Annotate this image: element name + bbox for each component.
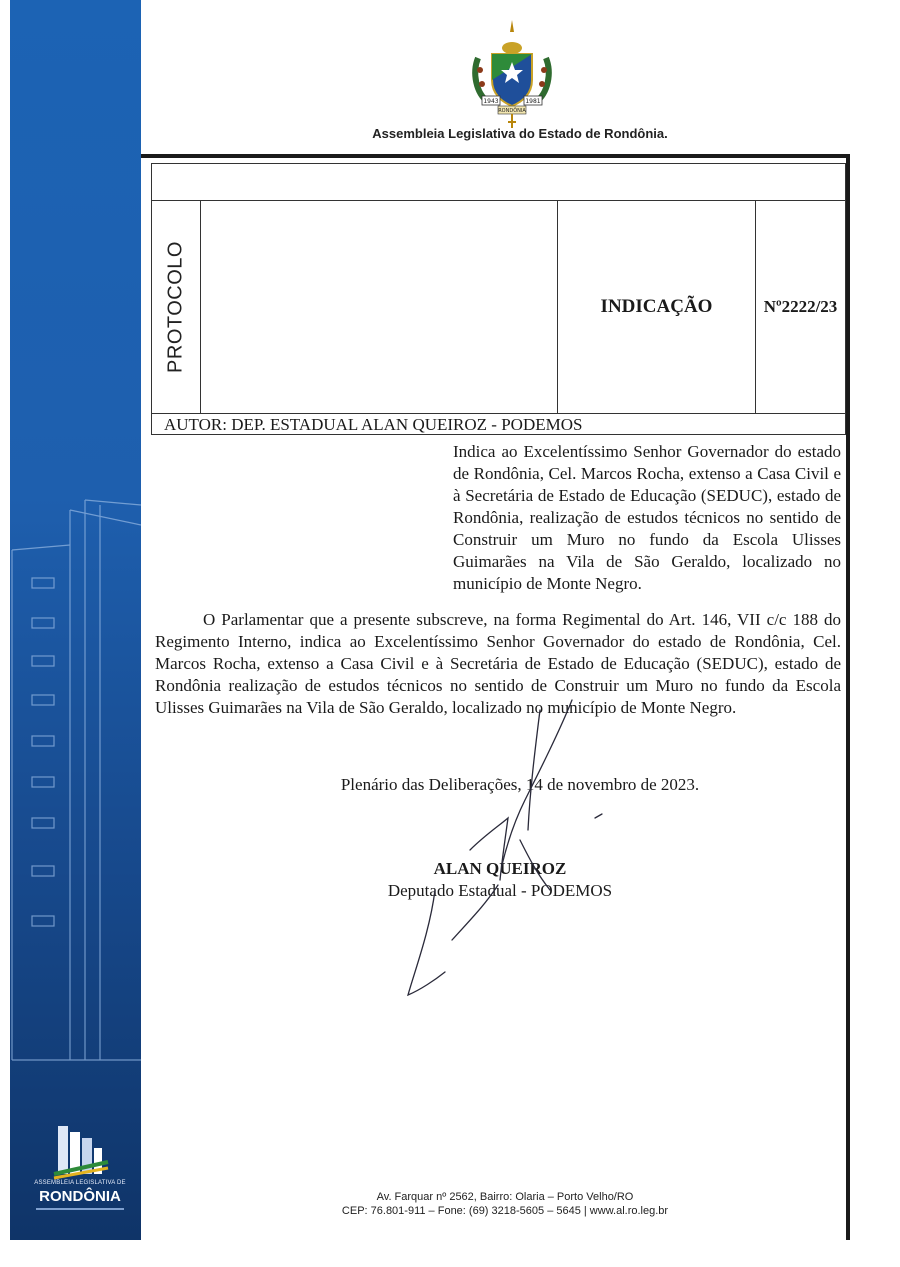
rondonia-coat-of-arms-icon	[468, 18, 556, 130]
coat-year-left: 1943	[483, 98, 499, 105]
address-line-2: CEP: 76.801-911 – Fone: (69) 3218-5605 – 5645 | www.al.ro.leg.br	[341, 1205, 669, 1217]
footer-logo	[28, 1122, 132, 1217]
footer-address	[300, 1190, 710, 1218]
document-number-cell	[756, 201, 845, 413]
left-decorative-band	[10, 0, 141, 1240]
protocol-form	[151, 163, 846, 435]
assembly-building-icon	[28, 1122, 132, 1180]
document-number: Nº2222/23	[763, 297, 838, 316]
right-rule	[846, 155, 850, 1240]
footer-logo-title: RONDÔNIA	[39, 1188, 121, 1205]
protocol-cell	[152, 201, 201, 413]
protocol-label: PROTOCOLO	[164, 241, 187, 373]
footer-logo-underline	[36, 1208, 124, 1210]
building-illustration	[10, 0, 141, 1240]
top-rule	[141, 154, 850, 158]
document-type-cell	[558, 201, 756, 413]
body-paragraph: O Parlamentar que a presente subscreve, na forma Regimental do Art. 146, VII c/c 188 do Regimento Interno, indica ao Excelentíssimo Senhor Governador do estado de Rondônia, Cel. Marcos Rocha, extenso a Casa Civil e à Secretária de Estado de Educação (SEDUC), estado de Rondônia realização de estudos técnicos no sentido de Construir um Muro no fundo da Escola Ulisses Guimarães na Vila de São Geraldo, localizado no município de Monte Negro.	[155, 610, 841, 717]
coat-year-right: 1981	[525, 98, 541, 105]
date-line: Plenário das Deliberações, 14 de novembro de 2023.	[340, 775, 700, 794]
handwritten-signature	[390, 690, 620, 1010]
signer-role: Deputado Estadual - PODEMOS	[387, 881, 613, 900]
protocol-stamp-area	[201, 201, 558, 413]
institution-title: Assembleia Legislativa do Estado de Rondônia.	[372, 126, 668, 141]
author-line: AUTOR: DEP. ESTADUAL ALAN QUEIROZ - PODEMOS	[152, 413, 845, 435]
coat-banner: RONDÔNIA	[498, 108, 526, 114]
form-top-row	[152, 164, 845, 201]
signer-name: ALAN QUEIROZ	[433, 859, 567, 878]
footer-logo-small-text: ASSEMBLEIA LEGISLATIVA DE	[34, 1180, 126, 1186]
ementa-paragraph: Indica ao Excelentíssimo Senhor Governador do estado de Rondônia, Cel. Marcos Rocha, extenso a Casa Civil e à Secretária de Estado de Educação (SEDUC), estado de Rondônia, realização de estudos técnicos no sentido de Construir um Muro no fundo da Escola Ulisses Guimarães na Vila de São Geraldo, localizado no município de Monte Negro.	[453, 442, 841, 593]
address-line-1: Av. Farquar nº 2562, Bairro: Olaria – Porto Velho/RO	[376, 1191, 634, 1203]
document-type: INDICAÇÃO	[600, 296, 713, 317]
